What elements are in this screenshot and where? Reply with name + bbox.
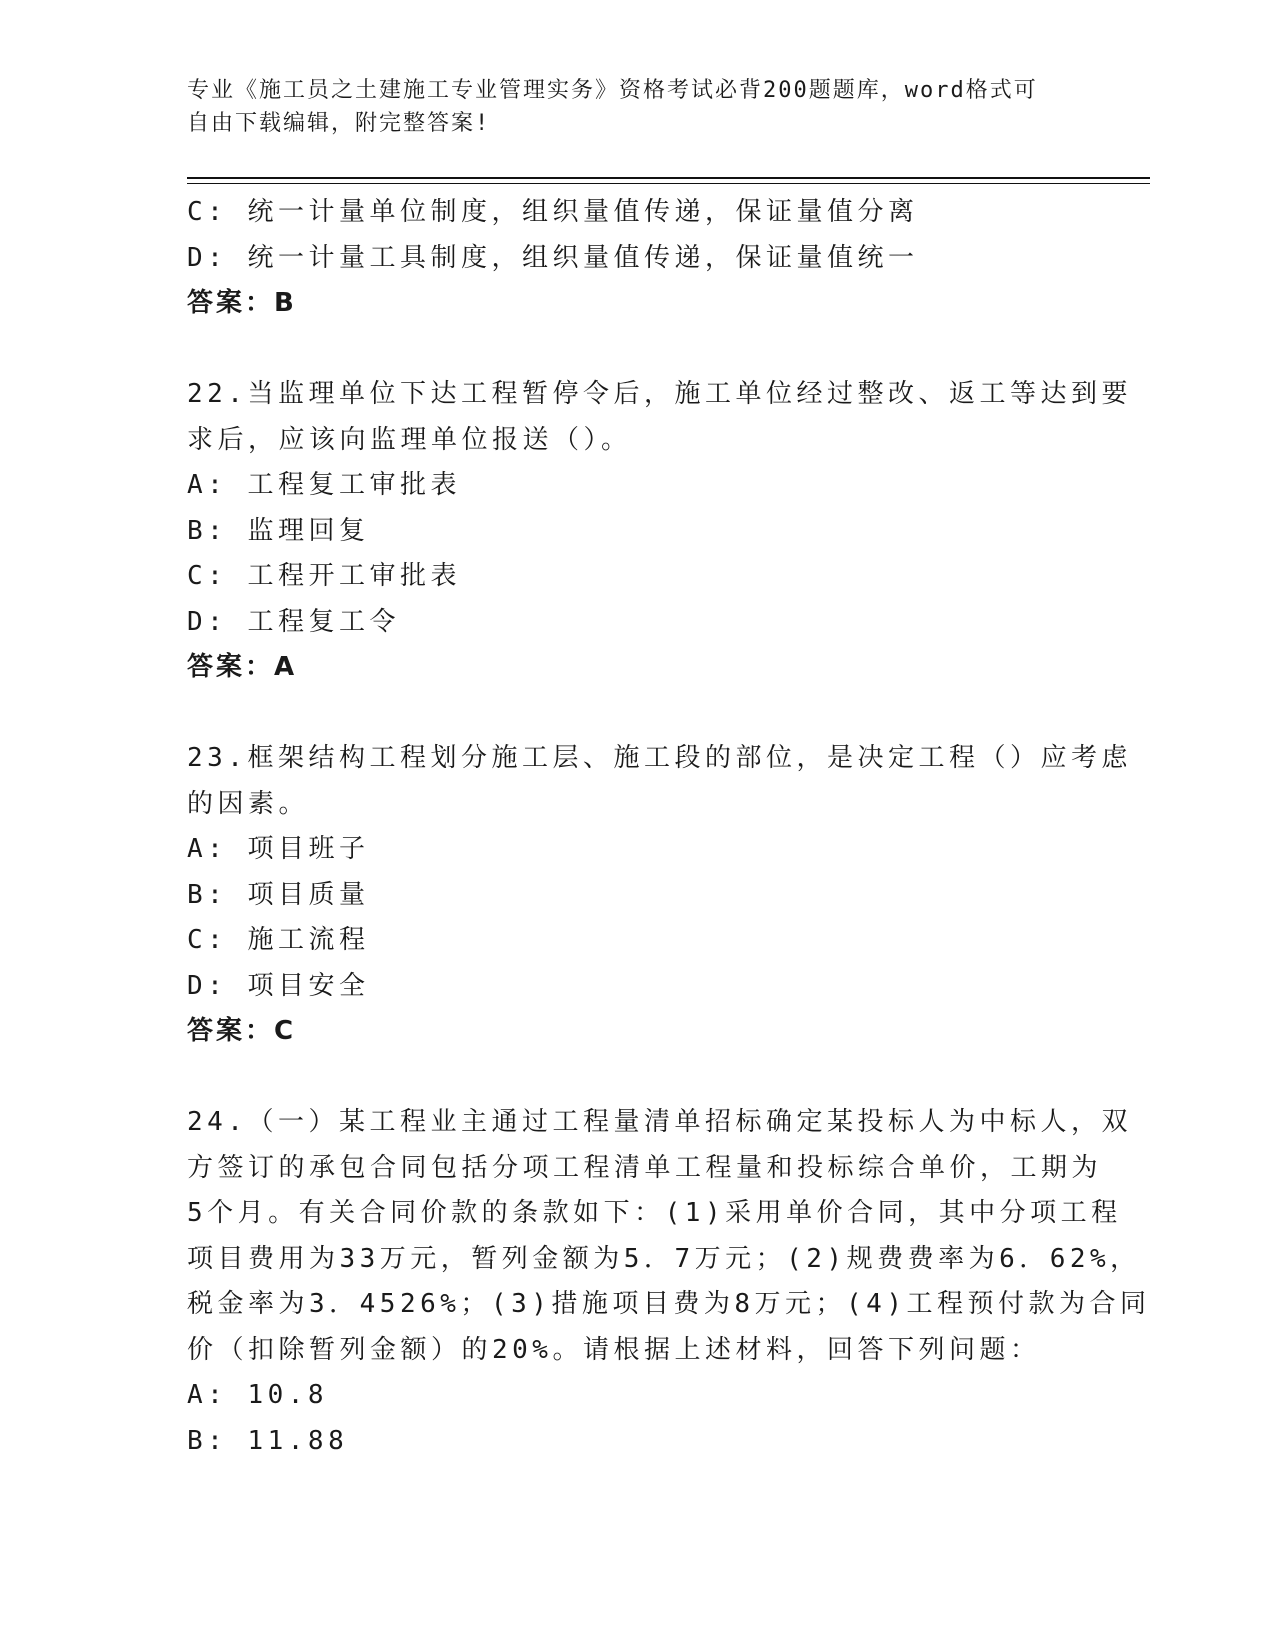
header-line-2: 自由下载编辑，附完整答案! (187, 111, 491, 136)
option-c: C: 工程开工审批表 (187, 561, 461, 591)
spacer (187, 1055, 1067, 1101)
option-d: D: 工程复工令 (187, 606, 400, 637)
option-d: D: 项目安全 (187, 970, 370, 1001)
question-stem: 22.当监理单位下达工程暂停令后，施工单位经过整改、返工等达到要 (187, 379, 1132, 409)
header-divider-thick (187, 177, 1150, 179)
option-a: A: 10.8 (187, 1380, 329, 1410)
spacer (187, 327, 1067, 373)
option-c: C: 施工流程 (187, 925, 370, 955)
option-b: B: 11.88 (187, 1425, 349, 1456)
question-stem-cont: 税金率为3．4526%；(3)措施项目费为8万元；(4)工程预付款为合同 (187, 1289, 1151, 1319)
answer-label: 答案：A (187, 652, 298, 682)
option-c: C: 统一计量单位制度，组织量值传递，保证量值分离 (187, 197, 919, 227)
question-stem: 23.框架结构工程划分施工层、施工段的部位，是决定工程（）应考虑 (187, 743, 1132, 773)
answer-label: 答案：B (187, 288, 297, 318)
option-d: D: 统一计量工具制度，组织量值传递，保证量值统一 (187, 242, 919, 273)
question-22 (187, 372, 1132, 691)
question-stem-cont: 5个月。有关合同价款的条款如下：(1)采用单价合同，其中分项工程 (187, 1198, 1122, 1228)
document-header (187, 74, 1057, 140)
option-b: B: 监理回复 (187, 515, 370, 546)
option-b: B: 项目质量 (187, 879, 370, 910)
header-line-1: 专业《施工员之土建施工专业管理实务》资格考试必背200题题库，word格式可 (187, 78, 1038, 103)
answer-label: 答案：C (187, 1016, 297, 1046)
question-24 (187, 1100, 1151, 1464)
question-content (187, 190, 1151, 1464)
question-23 (187, 736, 1132, 1055)
prev-question (187, 190, 1067, 327)
question-stem-cont: 项目费用为33万元，暂列金额为5．7万元；(2)规费费率为6．62%， (187, 1243, 1141, 1274)
question-stem-cont: 方签订的承包合同包括分项工程清单工程量和投标综合单价，工期为 (187, 1152, 1103, 1183)
header-divider-thin (187, 183, 1150, 184)
option-a: A: 工程复工审批表 (187, 470, 461, 500)
question-stem: 24.（一）某工程业主通过工程量清单招标确定某投标人为中标人，双 (187, 1107, 1132, 1137)
question-stem-cont: 价（扣除暂列金额）的20%。请根据上述材料，回答下列问题： (187, 1334, 1041, 1365)
question-stem-cont: 求后，应该向监理单位报送（）。 (187, 424, 632, 455)
question-stem-cont: 的因素。 (187, 788, 310, 819)
option-a: A: 项目班子 (187, 834, 370, 864)
spacer (187, 691, 1067, 737)
